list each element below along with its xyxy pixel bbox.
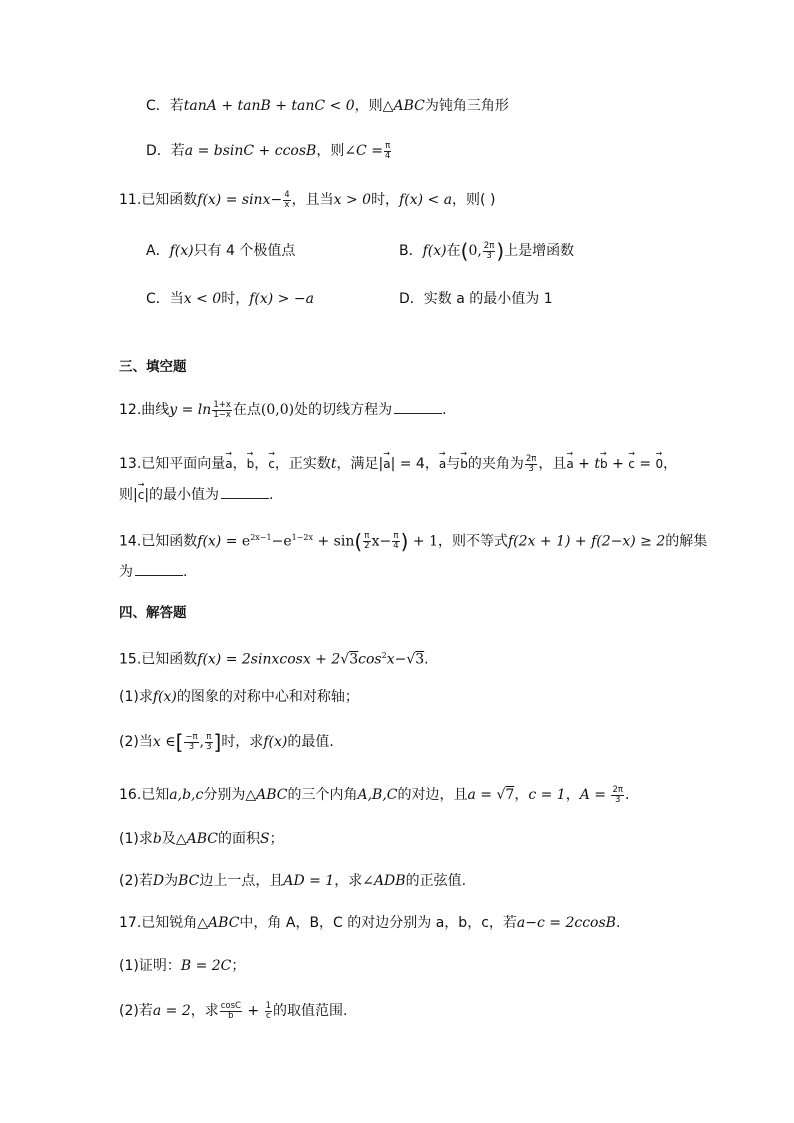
vector-a: → a xyxy=(439,449,446,475)
q15-p1-b: 的图象的对称中心和对称轴； xyxy=(176,689,359,705)
q13-e: 与 xyxy=(446,456,461,472)
q14-fx: f(x) = xyxy=(197,533,242,550)
q12 xyxy=(119,399,447,421)
q16-p1-e: ； xyxy=(269,831,284,847)
x-minus: x− xyxy=(371,533,392,550)
two-pi-over-3-fraction xyxy=(483,242,496,261)
q15-p2-c: 的最值. xyxy=(287,734,334,750)
q10-option-d-label: D．若 xyxy=(146,143,185,159)
neg-pi-over-3-fraction xyxy=(184,733,198,752)
two-pi-over-3-fraction xyxy=(525,455,538,474)
separator: ， xyxy=(514,787,529,803)
fraction-numerator: cosC xyxy=(220,1000,241,1011)
q16-p2-e: 的正弦值. xyxy=(405,873,467,889)
fraction-numerator: 2π xyxy=(612,784,623,795)
q17-p1-eq: B = 2C xyxy=(180,958,232,974)
q11-option-a-label: A． xyxy=(146,243,170,259)
answer-blank xyxy=(221,484,269,499)
triangle-name: ABC xyxy=(393,98,425,114)
q14-line2 xyxy=(119,561,187,583)
q11-stem-b: ，且当 xyxy=(291,192,334,208)
q15-p2-f: f(x) xyxy=(263,734,288,750)
q16-p2-d: ，求 xyxy=(334,873,363,889)
pi-over-3-fraction xyxy=(205,733,212,752)
fraction-denominator: 2 xyxy=(364,541,370,552)
q17-b: 中，角 A，B，C 的对边分别为 a，b，c，若 xyxy=(239,915,517,931)
q15-p2-a: (2)当 xyxy=(119,734,153,750)
left-paren: ( xyxy=(354,529,363,554)
q10-option-d xyxy=(146,140,392,162)
period: . xyxy=(183,564,188,580)
q16-a: 16.已知 xyxy=(119,787,170,803)
q15-stem xyxy=(119,645,429,671)
fraction-numerator: 2π xyxy=(525,453,537,464)
exp-e: e xyxy=(241,533,251,550)
q17-p2-eq: a = 2 xyxy=(152,1003,191,1019)
variable-t: t xyxy=(594,456,600,472)
q11-condition: x > 0 xyxy=(333,192,372,208)
vector-a: → a xyxy=(566,449,573,475)
minus-e: −e xyxy=(271,533,292,550)
q15-p1-f: f(x) xyxy=(152,689,177,705)
q11-option-a-expr: f(x) xyxy=(169,243,194,259)
q13-line2 xyxy=(119,480,274,506)
q17-p1-a: (1)证明： xyxy=(119,958,181,974)
q12-expr: y = ln xyxy=(169,402,212,418)
section-fill-in-heading: 三、填空题 xyxy=(119,359,187,375)
q13-c: ，满足| xyxy=(336,456,384,472)
four-over-x-fraction xyxy=(283,191,290,210)
q11-option-d xyxy=(399,288,553,310)
pi-over-4-fraction xyxy=(392,532,399,551)
plus: + xyxy=(242,1003,264,1019)
fraction-denominator: 1−x xyxy=(213,409,231,420)
q14-line2-text: 为 xyxy=(119,564,133,580)
sqrt-sign: √ xyxy=(340,651,350,668)
fraction-denominator: 3 xyxy=(528,463,534,474)
answer-blank xyxy=(135,561,183,576)
q15-p1-a: (1)求 xyxy=(119,689,153,705)
exponent: 1−2x xyxy=(291,533,314,542)
two-pi-over-3-fraction xyxy=(611,786,624,805)
q14-line1 xyxy=(119,527,707,553)
cos: cos xyxy=(358,651,382,668)
q11-option-b-expr: f(x) xyxy=(422,243,447,259)
q13-d: | = 4， xyxy=(390,456,439,472)
q10-option-d-mid: ，则 xyxy=(316,143,345,159)
q16-angles: A,B,C xyxy=(357,787,398,803)
left-paren: ( xyxy=(460,239,469,263)
q15-a: 15.已知函数 xyxy=(119,651,198,668)
q10-option-c xyxy=(146,95,509,117)
q14-b: ，则不等式 xyxy=(438,533,508,550)
triangle-symbol: △ xyxy=(197,915,209,931)
q13-f: 的夹角为 xyxy=(467,456,524,472)
q14-c: 的解集 xyxy=(665,533,708,550)
q11-stem xyxy=(119,189,495,211)
vector-b: → b xyxy=(600,449,608,475)
sqrt-3: 3 xyxy=(349,651,359,668)
fraction-numerator: 4 xyxy=(284,189,290,200)
section-solve-heading: 四、解答题 xyxy=(119,605,187,621)
q15-expr: f(x) = 2sinxcosx + 2 xyxy=(197,651,341,668)
one-over-c-fraction xyxy=(265,1002,272,1021)
right-paren: ) xyxy=(400,529,409,554)
separator: ， xyxy=(232,456,247,472)
q16-c: 的三个内角 xyxy=(287,787,358,803)
q15-p2-x: x ∈ xyxy=(152,734,176,750)
triangle-symbol: △ xyxy=(382,98,394,114)
q16-p1-a: (1)求 xyxy=(119,831,153,847)
cosc-over-b-fraction xyxy=(220,1002,242,1021)
q12-a: 12.曲线 xyxy=(119,402,170,418)
fraction-denominator: x xyxy=(284,199,290,210)
q14-a: 14.已知函数 xyxy=(119,533,198,550)
q13-h: ， xyxy=(663,456,678,472)
q11-option-c-label: C．当 xyxy=(146,291,184,307)
area-S: S xyxy=(259,831,270,847)
plus: + xyxy=(573,456,595,472)
fraction-denominator: 3 xyxy=(486,250,492,261)
q10-option-c-end: 为钝角三角形 xyxy=(424,98,509,114)
q11-option-c-cond: x < 0 xyxy=(183,291,222,307)
q11-stem-c: 时， xyxy=(371,192,400,208)
right-bracket: ] xyxy=(213,730,222,754)
vector-a: → a xyxy=(383,449,390,475)
fraction-denominator: 3 xyxy=(188,741,195,752)
q17-p2-a: (2)若 xyxy=(119,1003,153,1019)
vector-c: → c xyxy=(628,449,635,475)
period: . xyxy=(424,651,429,668)
exponent: 2x−1 xyxy=(250,533,272,542)
q17-stem xyxy=(119,912,620,934)
q13-b: ，正实数 xyxy=(274,456,331,472)
point-D: D xyxy=(152,873,165,889)
triangle-name: ABC xyxy=(208,915,240,931)
right-paren: ) xyxy=(496,239,505,263)
triangle-symbol: △ xyxy=(245,787,257,803)
q16-p1-b: b xyxy=(152,831,162,847)
q16-p2-c: 边上一点，且 xyxy=(199,873,284,889)
plus-one: + 1 xyxy=(408,533,438,550)
plus-sin: + sin xyxy=(313,533,355,550)
q16-p1-d: 的面积 xyxy=(217,831,260,847)
q11-function: f(x) = sinx− xyxy=(197,192,283,208)
interval-lower: 0, xyxy=(468,243,482,259)
q13-line2-a: 则| xyxy=(119,487,138,503)
vector-b: → b xyxy=(247,449,255,475)
q11-stem-d: ，则( ) xyxy=(452,192,496,208)
fraction-denominator: 3 xyxy=(615,794,621,805)
q15-part2 xyxy=(119,731,334,753)
equals: = xyxy=(634,456,656,472)
fraction-denominator: b xyxy=(228,1010,234,1021)
q11-option-b-text2: 上是增函数 xyxy=(504,243,575,259)
side-BC: BC xyxy=(178,873,200,889)
sqrt-3: 3 xyxy=(415,651,425,668)
q13-line2-b: |的最小值为 xyxy=(144,487,220,503)
q17-part2 xyxy=(119,1000,348,1022)
q17-p1-b: ； xyxy=(231,958,246,974)
q11-option-b-text1: 在 xyxy=(446,243,461,259)
fraction-numerator: 1 xyxy=(265,1000,272,1011)
q12-c: 处的切线方程为 xyxy=(294,402,393,418)
vector-c: → c xyxy=(268,449,275,475)
q16-abc: a,b,c xyxy=(169,787,204,803)
variable-t: t xyxy=(330,456,337,472)
period: . xyxy=(625,787,630,803)
q16-AD: AD = 1 xyxy=(283,873,335,889)
period: . xyxy=(442,402,447,418)
q16-p2-b: 为 xyxy=(164,873,179,889)
fraction-numerator: 2π xyxy=(483,240,495,251)
squared: 2 xyxy=(381,651,387,660)
fraction-denominator: 4 xyxy=(393,541,399,552)
q13-line1 xyxy=(119,449,677,475)
q11-stem-a: 11.已知函数 xyxy=(119,192,198,208)
q16-b: 分别为 xyxy=(203,787,246,803)
triangle-symbol: △ xyxy=(175,831,187,847)
q16-part2 xyxy=(119,870,466,892)
q17-p2-b: ，求 xyxy=(190,1003,219,1019)
comma: , xyxy=(199,734,205,750)
q11-option-c-expr: f(x) > −a xyxy=(249,291,314,307)
q16-p1-c: 及 xyxy=(161,831,176,847)
q12-fraction xyxy=(212,401,232,420)
q16-a-eq: a = xyxy=(467,787,497,803)
sqrt-7: 7 xyxy=(505,787,515,803)
pi-over-4-fraction xyxy=(384,142,391,161)
fraction-numerator: 1+x xyxy=(213,399,231,410)
q16-A-eq: A = xyxy=(579,787,611,803)
q17-part1 xyxy=(119,955,245,977)
separator: ， xyxy=(565,787,580,803)
sqrt-sign: √ xyxy=(406,651,416,668)
fraction-denominator: 3 xyxy=(206,741,212,752)
fraction-numerator: π xyxy=(206,731,212,742)
q13-g: ，且 xyxy=(538,456,567,472)
q11-option-c-text: 时， xyxy=(221,291,250,307)
q11-option-a xyxy=(146,240,295,262)
q10-option-c-mid: ，则 xyxy=(354,98,383,114)
vector-b: → b xyxy=(460,449,468,475)
q16-p2-a: (2)若 xyxy=(119,873,153,889)
q13-a: 13.已知平面向量 xyxy=(119,456,226,472)
q14-inequality: f(2x + 1) + f(2−x) ≥ 2 xyxy=(508,533,666,550)
q15-part1 xyxy=(119,686,359,708)
q17-a: 17.已知锐角 xyxy=(119,915,198,931)
q16-d: 的对边，且 xyxy=(397,787,468,803)
q11-option-c xyxy=(146,288,314,310)
answer-blank xyxy=(394,399,442,414)
q10-option-c-expr: tanA + tanB + tanC < 0 xyxy=(183,98,355,114)
q16-stem xyxy=(119,784,629,806)
q11-inequality: f(x) < a xyxy=(399,192,453,208)
q10-option-c-label: C．若 xyxy=(146,98,184,114)
fraction-numerator: π xyxy=(393,531,399,542)
q11-option-d-text: D．实数 a 的最小值为 1 xyxy=(399,291,553,307)
q12-point: (0,0) xyxy=(260,402,295,418)
q17-eq: a−c = 2ccosB xyxy=(516,915,616,931)
q11-option-b-label: B． xyxy=(399,243,423,259)
fraction-numerator: −π xyxy=(185,731,198,742)
fraction-numerator: π xyxy=(364,531,370,542)
q11-option-b xyxy=(399,240,574,262)
fraction-denominator: 4 xyxy=(384,150,391,161)
triangle-name: ABC xyxy=(186,831,218,847)
separator: ， xyxy=(254,456,269,472)
q10-option-d-angle: ∠C = xyxy=(344,143,383,159)
q11-option-a-text: 只有 4 个极值点 xyxy=(193,243,296,259)
q16-c-eq: c = 1 xyxy=(528,787,566,803)
q12-b: 在点 xyxy=(232,402,261,418)
x-minus: x− xyxy=(386,651,407,668)
q17-p2-c: 的取值范围. xyxy=(273,1003,348,1019)
period: . xyxy=(615,915,621,931)
q16-part1 xyxy=(119,828,284,850)
plus: + xyxy=(607,456,629,472)
vector-c: → c xyxy=(138,480,145,506)
period: . xyxy=(269,487,274,503)
left-bracket: [ xyxy=(175,730,184,754)
fraction-denominator: c xyxy=(265,1010,271,1021)
triangle-name: ABC xyxy=(256,787,288,803)
pi-over-2-fraction xyxy=(363,532,370,551)
angle-ADB: ∠ADB xyxy=(362,873,406,889)
q15-p2-b: 时，求 xyxy=(221,734,264,750)
sqrt-sign: √ xyxy=(496,787,506,803)
q10-option-d-expr: a = bsinC + ccosB xyxy=(184,143,317,159)
zero-vector: → 0 xyxy=(656,449,664,475)
vector-a: → a xyxy=(225,449,232,475)
fraction-numerator: π xyxy=(385,140,391,151)
